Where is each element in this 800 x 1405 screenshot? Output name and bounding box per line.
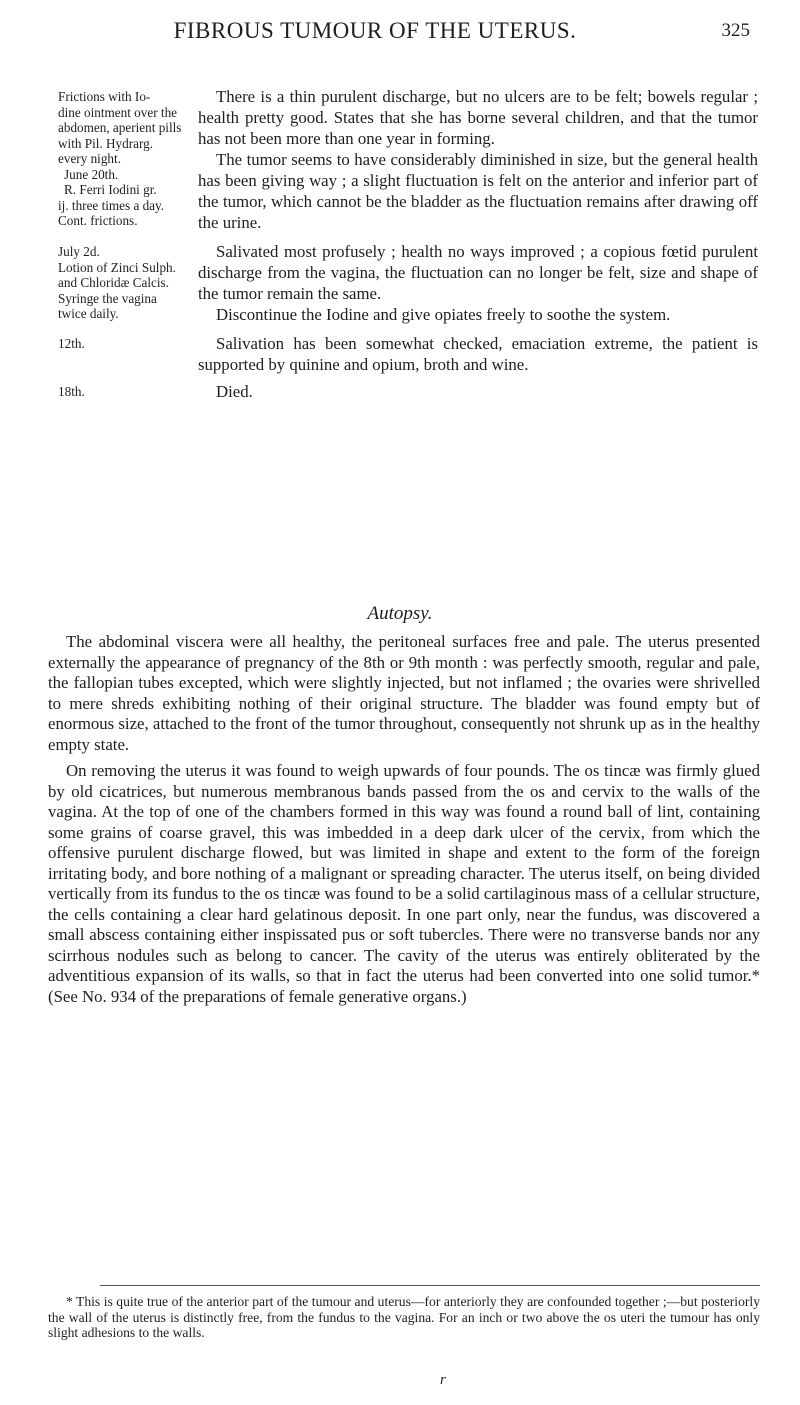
case-entry-18th — [58, 381, 763, 402]
side-note-line: ij. three times a day. — [58, 197, 165, 213]
case-entry-july — [58, 241, 763, 325]
side-note-line: twice daily. — [58, 306, 119, 321]
side-note-line: Cont. frictions. — [58, 213, 138, 228]
case-entry-12th — [58, 333, 763, 375]
side-note-line: R. Ferri Iodini gr. — [64, 182, 157, 197]
side-note-date-12th — [58, 333, 198, 375]
entry-paragraph: There is a thin purulent discharge, but no ulcers are to be felt; bowels regular ; health pretty good. States that she has borne several children, and that the tumor has not been more than one year in forming. — [198, 87, 758, 148]
case-entry-text — [198, 241, 758, 325]
side-note-treatment-1 — [58, 86, 198, 233]
entry-paragraph: Died. — [216, 382, 253, 401]
section-heading-autopsy: Autopsy. — [367, 603, 433, 624]
case-entry-june — [58, 86, 763, 233]
footnote-divider — [100, 1285, 760, 1286]
side-note-line: Syringe the vagina — [58, 290, 157, 306]
entry-paragraph: Salivation has been somewhat checked, emaciation extreme, the patient is supported by quinine and opium, broth and wine. — [198, 334, 758, 374]
side-note-line: every night. — [58, 151, 121, 166]
side-note-date-18th — [58, 381, 198, 402]
side-note-line: Frictions with Io- — [58, 89, 151, 104]
side-note-line: Lotion of Zinci Sulph. — [58, 259, 176, 275]
side-note-line: abdomen, aperient pills — [58, 120, 182, 135]
side-note-date: July 2d. — [58, 244, 100, 259]
entry-paragraph: Salivated most profusely ; health no ways improved ; a copious fœtid purulent discharge from the vagina, the fluctuation can no longer be felt, size and shape of the tumor remain the same. — [198, 242, 758, 303]
case-entry-text — [198, 333, 758, 375]
side-note-line: and Chloridæ Calcis. — [58, 275, 169, 290]
page-header — [0, 18, 800, 52]
side-note-line: dine ointment over the — [58, 104, 178, 120]
footnote: * This is quite true of the anterior part of the tumour and uterus—for anteriorly they are confounded together ;—but posteriorly the wall of the uterus is distinctly free, from the fundus to the vagina. For an inch or two above the os uteri the tumour has only slight adhesions to the walls. — [48, 1294, 760, 1340]
case-entry-text — [198, 86, 758, 233]
page-number: 325 — [721, 20, 750, 41]
entry-paragraph: The tumor seems to have considerably diminished in size, but the general health has been giving way ; a slight fluctuation is felt on the anterior and inferior part of the tumor, which cannot be the bladder as the fluctuation remains after drawing off the urine. — [198, 150, 758, 232]
autopsy-paragraph: The abdominal viscera were all healthy, the peritoneal surfaces free and pale. The uterus presented externally the appearance of pregnancy of the 8th or 9th month : was perfectly smooth, regular and pale, the fallopian tubes excepted, which were slightly injected, but not inflamed ; the ovaries were shrivelled to mere shreds exhibiting nothing of their original structure. The bladder was found empty but of enormous size, attached to the front of the tumor throughout, consequently not shrunk up as in the healthy empty state. — [48, 632, 760, 754]
side-note-date: 18th. — [58, 384, 85, 399]
side-note-treatment-2 — [58, 241, 198, 325]
side-note-line: with Pil. Hydrarg. — [58, 135, 153, 151]
side-note-date: 12th. — [58, 336, 85, 351]
autopsy-report — [48, 632, 760, 1013]
case-record — [58, 86, 763, 402]
signature-mark: r — [440, 1372, 446, 1388]
side-note-date: June 20th. — [64, 166, 119, 182]
autopsy-paragraph: On removing the uterus it was found to weigh upwards of four pounds. The os tincæ was firmly glued by old cicatrices, but numerous membranous bands passed from the os and cervix to the walls of the vagina. At the top of one of the chambers formed in this way was found a round ball of lint, containing some grains of coarse gravel, this was imbedded in a deep dark ulcer of the cervix, from which the offensive purulent discharge flowed, but was limited in shape and extent to the form of the foreign irritating body, and bore nothing of a malignant or spreading character. The uterus itself, on being divided vertically from its fundus to the os tincæ was found to be a solid cartilaginous mass of a cellular structure, the cells containing a clear hard gelatinous deposit. In one part only, near the fundus, was discovered a small abscess containing either inspissated pus or soft tubercles. There were no transverse bands nor any scirrhous nodules such as belong to cancer. The cavity of the uterus was entirely obliterated by the adventitious expansion of its walls, so that in fact the uterus had been converted into one solid tumor.* (See No. 934 of the preparations of female generative organs.) — [48, 761, 760, 1006]
case-entry-text — [198, 381, 758, 402]
entry-paragraph: Discontinue the Iodine and give opiates freely to soothe the system. — [216, 305, 671, 324]
running-title: FIBROUS TUMOUR OF THE UTERUS. — [173, 18, 577, 43]
